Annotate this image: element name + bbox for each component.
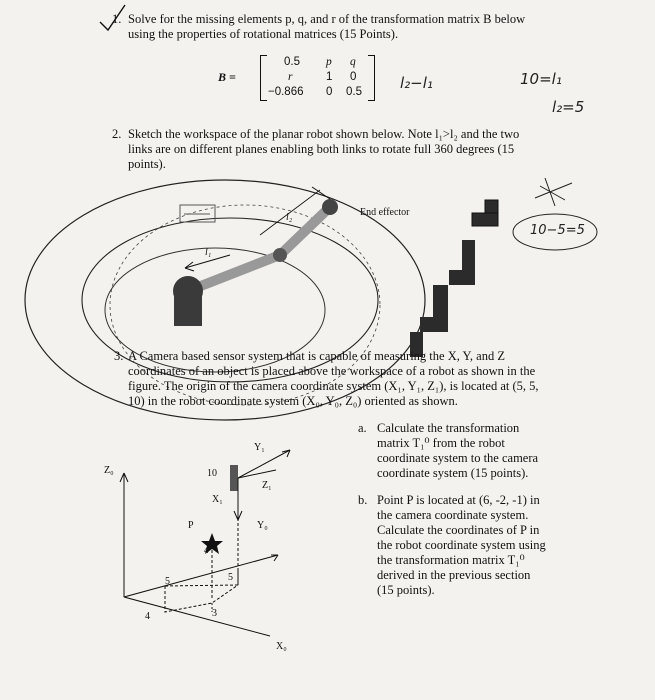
- q3a-label: a.: [358, 421, 367, 435]
- q3b-line: derived in the previous section: [377, 568, 531, 582]
- label-4a: 4: [204, 545, 209, 556]
- staircase-workspace: [410, 200, 498, 357]
- l1-label: l₁: [205, 247, 212, 258]
- q3b-line: Point P is located at (6, -2, -1) in: [377, 493, 540, 507]
- label-y0: Y₀: [257, 520, 268, 531]
- matrix-cell: 1: [326, 71, 333, 83]
- q3-text-line1: A Camera based sensor system that is capable of measuring the X, Y, and Z: [128, 349, 505, 363]
- checkmark-icon: [100, 5, 125, 30]
- q2-text-line1: Sketch the workspace of the planar robot shown below. Note l₁>l₂ and the two: [128, 127, 520, 141]
- label-z0: Z₀: [104, 465, 114, 476]
- q3-number: 3.: [114, 349, 124, 363]
- matrix-cell: −0.866: [268, 86, 304, 98]
- matrix-cell: p: [326, 56, 332, 68]
- camera-body: [230, 465, 238, 491]
- q3b-label: b.: [358, 493, 368, 507]
- label-y1: Y₁: [254, 442, 265, 453]
- label-x0: X₀: [276, 641, 287, 652]
- label-10: 10: [207, 468, 217, 479]
- q1-text-line2: using the properties of rotational matrices (15 Points).: [128, 27, 399, 41]
- label-p: P: [188, 520, 194, 531]
- q3b-line: the robot coordinate system using: [377, 538, 546, 552]
- q1-text-line1: Solve for the missing elements p, q, and r of the transformation matrix B below: [128, 12, 526, 26]
- axis-z1: [238, 470, 276, 478]
- q3b-line: the camera coordinate system.: [377, 508, 529, 522]
- robot-end-effector: [322, 199, 338, 215]
- label-z1: Z₁: [262, 480, 272, 491]
- q2-text-line2: links are on different planes enabling both links to rotate full 360 degrees (15: [128, 142, 515, 156]
- matrix-cell: q: [350, 56, 356, 68]
- q3a-line: coordinate system to the camera: [377, 451, 539, 465]
- l2-label: l₂: [286, 212, 293, 223]
- matrix-cell: 0: [326, 86, 333, 98]
- q3-text-line3: figure. The origin of the camera coordinate system (X₁, Y₁, Z₁), is located at (5, 5,: [128, 379, 539, 393]
- matrix-cell: r: [288, 71, 293, 83]
- robot-joint-2: [273, 248, 287, 262]
- q3-text-line4: 10) in the robot coordinate system (X₀, Y₀, Z₀) oriented as shown.: [128, 394, 458, 408]
- axis-y0: [124, 555, 278, 597]
- q2-number: 2.: [112, 127, 122, 141]
- robot-base: [174, 296, 202, 326]
- label-x1: X₁: [212, 494, 223, 505]
- handwriting-note: 10−5=5: [530, 223, 585, 238]
- q3a-line: matrix T₁⁰ from the robot: [377, 436, 505, 450]
- q1-number: 1.: [112, 12, 122, 26]
- q3b-line: (15 points).: [377, 583, 435, 597]
- handwriting-note: 10=l₁: [520, 70, 562, 88]
- handwriting-note: l₂=5: [552, 98, 585, 116]
- q2-text-line3: points).: [128, 157, 166, 171]
- matrix-cell: 0.5: [284, 56, 300, 68]
- matrix-label: B =: [218, 70, 236, 84]
- end-effector-label: End effector: [360, 207, 410, 218]
- label-4b: 4: [145, 611, 150, 622]
- q3b-line: Calculate the coordinates of P in: [377, 523, 540, 537]
- label-5a: 5: [165, 576, 170, 587]
- handwriting-note: l₂−l₁: [400, 74, 433, 92]
- q3a-line: coordinate system (15 points).: [377, 466, 529, 480]
- label-3: 3: [212, 608, 217, 619]
- matrix-cell: 0.5: [346, 86, 362, 98]
- matrix-cell: 0: [350, 71, 357, 83]
- q3a-line: Calculate the transformation: [377, 421, 520, 435]
- q3b-line: the transformation matrix T₁⁰: [377, 553, 525, 567]
- sketch-scribble: [535, 178, 572, 206]
- q3-text-line2: coordinates of an object is placed above the workspace of a robot as shown in the: [128, 364, 536, 378]
- label-5b: 5: [228, 572, 233, 583]
